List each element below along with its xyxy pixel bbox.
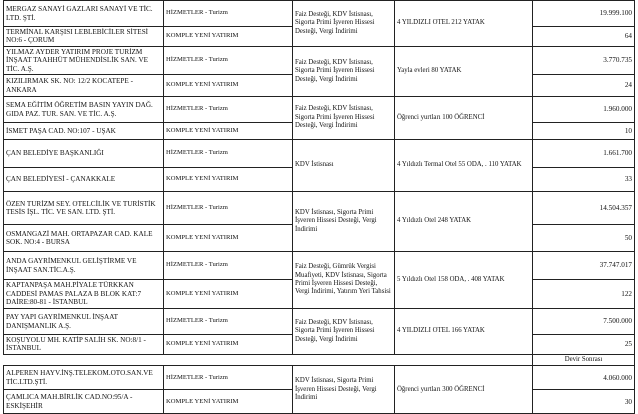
investment-amount: 1.661.700 (533, 140, 635, 168)
capacity-description: Öğrenci yurtları 100 ÖĞRENCİ (395, 97, 533, 140)
investment-type: KOMPLE YENİ YATIRIM (164, 225, 293, 252)
incentive-supports: Faiz Desteği, Gümrük Vergisi Muafiyeti, KDV İstisnası, Sigorta Primi İşveren Hissesi Desteği, Vergi İndirimi, Yatırım Yeri Tahsisi (293, 252, 395, 309)
record-row (4, 309, 635, 335)
record-row (4, 192, 635, 225)
carry-over-label: Devir Sonrası (533, 354, 635, 365)
company-address: ÇAN BELEDİYESİ - ÇANAKKALE (4, 168, 164, 192)
record-row (4, 97, 635, 123)
investment-type: KOMPLE YENİ YATIRIM (164, 27, 293, 47)
capacity-description: 4 Yıldızlı Otel 248 YATAK (395, 192, 533, 252)
company-address: KOŞUYOLU MH. KATİP SALİH SK. NO:8/1 - İSTANBUL (4, 335, 164, 355)
sector: HİZMETLER - Turizm (164, 97, 293, 123)
employment-count: 122 (533, 280, 635, 309)
record-row (4, 1, 635, 27)
company-address: KAPTANPAŞA MAH.PİYALE TÜRKKAN CADDESİ PAMAS PALAZA B BLOK KAT:7 DAİRE:80-81 - İSTANBUL (4, 280, 164, 309)
incentive-supports: Faiz Desteği, KDV İstisnası, Sigorta Primi İşveren Hissesi Desteği, Vergi İndirimi (293, 1, 395, 47)
employment-count: 24 (533, 75, 635, 97)
employment-count: 10 (533, 123, 635, 140)
sector: HİZMETLER - Turizm (164, 252, 293, 280)
investment-amount: 7.500.000 (533, 309, 635, 335)
company-name: ÖZEN TURİZM SEY. OTELCİLİK VE TURİSTİK TESİS İŞL. TİC. VE SAN. LTD. ŞTİ. (4, 192, 164, 225)
record-row (4, 252, 635, 280)
investment-type: KOMPLE YENİ YATIRIM (164, 335, 293, 355)
incentive-supports: Faiz Desteği, KDV İstisnası, Sigorta Primi İşveren Hissesi Desteği, Vergi İndirimi (293, 46, 395, 96)
sector: HİZMETLER - Turizm (164, 309, 293, 335)
company-name: ALPEREN HAYV.İNŞ.TELEKOM.OTO.SAN.VE TİC.LTD.ŞTİ. (4, 366, 164, 390)
company-name: ANDA GAYRİMENKUL GELİŞTİRME VE İNŞAAT SAN.TİC.A.Ş. (4, 252, 164, 280)
sector: HİZMETLER - Turizm (164, 140, 293, 168)
employment-count: 33 (533, 168, 635, 192)
incentive-supports: KDV İstisnası, Sigorta Primi İşveren Hissesi Desteği, Vergi İndirimi (293, 366, 395, 414)
investment-amount: 3.770.735 (533, 46, 635, 74)
company-address: OSMANGAZİ MAH. ORTAPAZAR CAD. KALE SOK. NO:4 - BURSA (4, 225, 164, 252)
investment-type: KOMPLE YENİ YATIRIM (164, 390, 293, 414)
incentive-supports: KDV İstisnası (293, 140, 395, 192)
employment-count: 25 (533, 335, 635, 355)
employment-count: 64 (533, 27, 635, 47)
company-address: İSMET PAŞA CAD. NO:107 - UŞAK (4, 123, 164, 140)
investment-amount: 19.999.100 (533, 1, 635, 27)
incentive-supports: Faiz Desteği, KDV İstisnası, Sigorta Primi İşveren Hissesi Desteği, Vergi İndirimi (293, 97, 395, 140)
employment-count: 30 (533, 390, 635, 414)
investment-incentive-table (3, 0, 635, 414)
sector: HİZMETLER - Turizm (164, 366, 293, 390)
record-row (4, 366, 635, 390)
company-name: YILMAZ AYDER YATIRIM PROJE TURİZM İNŞAAT TAAHHÜT MÜHENDİSLİK SAN. VE TİC. A.Ş. (4, 46, 164, 74)
investment-type: KOMPLE YENİ YATIRIM (164, 280, 293, 309)
company-address: ÇAMLICA MAH.BİRLİK CAD.NO:95/A - ESKİŞEHİR (4, 390, 164, 414)
capacity-description: 4 YILDIZLI OTEL 166 YATAK (395, 309, 533, 355)
company-name: PAY YAPI GAYRİMENKUL İNŞAAT DANIŞMANLIK A.Ş. (4, 309, 164, 335)
employment-count: 50 (533, 225, 635, 252)
company-name: MERGAZ SANAYİ GAZLARI SANAYİ VE TİC. LTD. ŞTİ. (4, 1, 164, 27)
capacity-description: 4 YILDIZLI OTEL 212 YATAK (395, 1, 533, 47)
investment-type: KOMPLE YENİ YATIRIM (164, 75, 293, 97)
company-address: KIZILIRMAK SK. NO: 12/2 KOCATEPE - ANKARA (4, 75, 164, 97)
record-row (4, 140, 635, 168)
capacity-description: 5 Yıldızlı Otel 158 ODA, . 408 YATAK (395, 252, 533, 309)
capacity-description: Öğrenci yurtları 300 ÖĞRENCİ (395, 366, 533, 414)
incentive-supports: Faiz Desteği, KDV İstisnası, Sigorta Primi İşveren Hissesi Desteği, Vergi İndirimi (293, 309, 395, 355)
investment-type: KOMPLE YENİ YATIRIM (164, 123, 293, 140)
investment-amount: 14.504.357 (533, 192, 635, 225)
company-address: TERMİNAL KARŞISI LEBLEBİCİLER SİTESİ NO:6 - ÇORUM (4, 27, 164, 47)
investment-type: KOMPLE YENİ YATIRIM (164, 168, 293, 192)
sector: HİZMETLER - Turizm (164, 46, 293, 74)
investment-amount: 1.960.000 (533, 97, 635, 123)
sector: HİZMETLER - Turizm (164, 192, 293, 225)
investment-amount: 37.747.017 (533, 252, 635, 280)
incentive-supports: KDV İstisnası, Sigorta Primi İşveren Hissesi Desteği, Vergi İndirimi (293, 192, 395, 252)
capacity-description: Yayla evleri 80 YATAK (395, 46, 533, 96)
carry-over-row (4, 354, 635, 365)
investment-amount: 4.060.000 (533, 366, 635, 390)
sector: HİZMETLER - Turizm (164, 1, 293, 27)
company-name: SEMA EĞİTİM ÖĞRETİM BASIN YAYIN DAĞ. GIDA PAZ. TUR. SAN. VE TİC. A.Ş. (4, 97, 164, 123)
capacity-description: 4 Yıldızlı Termal Otel 55 ODA, . 110 YATAK (395, 140, 533, 192)
record-row (4, 46, 635, 74)
company-name: ÇAN BELEDİYE BAŞKANLIĞI (4, 140, 164, 168)
